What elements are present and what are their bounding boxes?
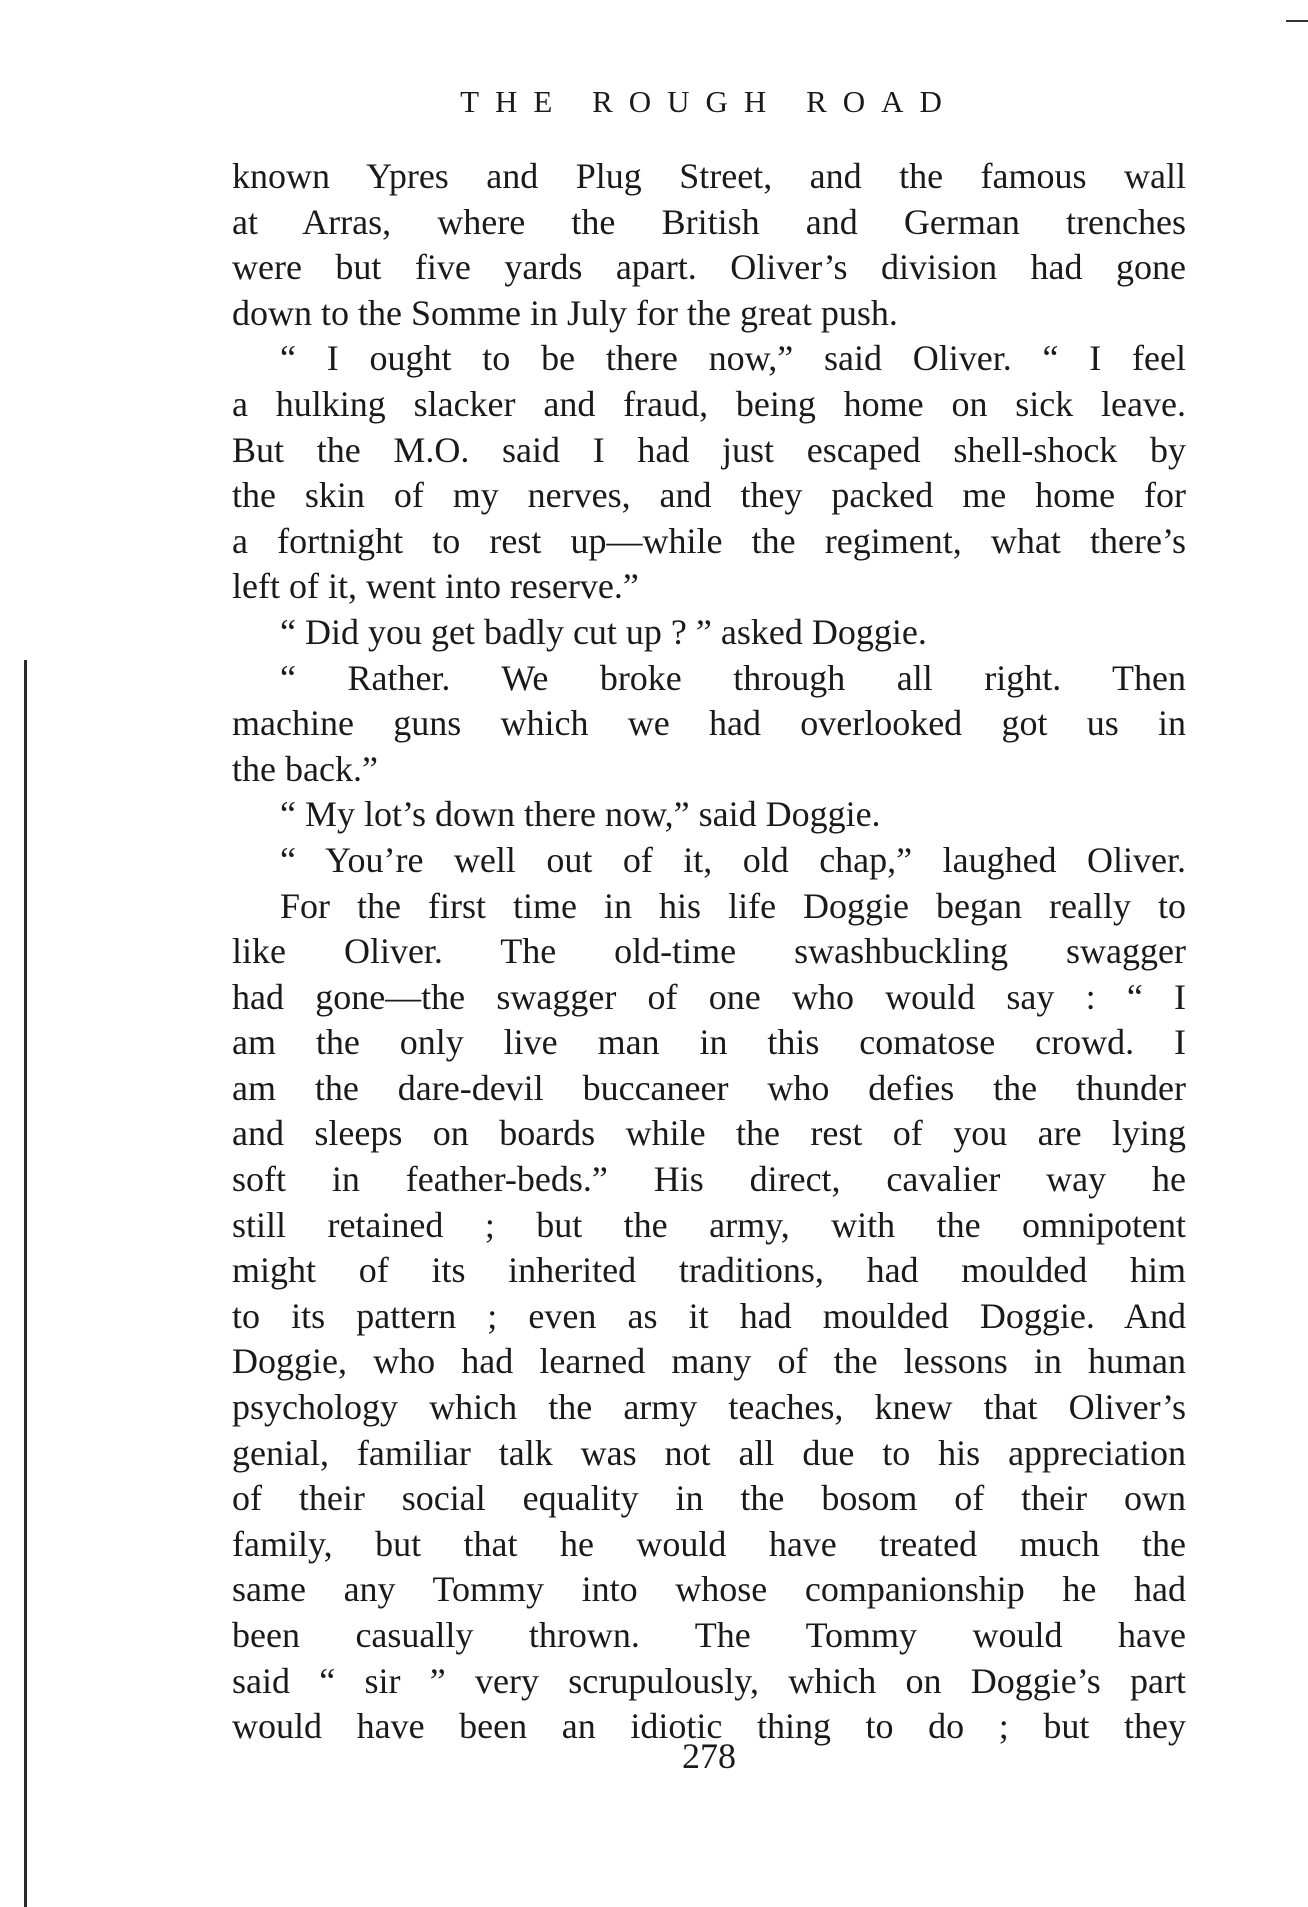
text-line: of their social equality in the bosom of their own <box>232 1478 1186 1519</box>
text-line: to its pattern ; even as it had moulded Doggie. And <box>232 1295 1186 1336</box>
text-line: been casually thrown. The Tommy would have <box>232 1615 1186 1655</box>
text-line: a hulking slacker and fraud, being home on sick leave. <box>232 383 1186 424</box>
text-line: For the first time in his life Doggie began really to <box>280 885 1186 926</box>
text-line: were but five yards apart. Oliver’s division had gone <box>232 247 1186 288</box>
text-line: down to the Somme in July for the great push. <box>232 292 898 333</box>
text-line: machine guns which we had overlooked got us in <box>232 703 1186 744</box>
running-head: THE ROUGH ROAD <box>460 84 958 119</box>
scan-edge-mark <box>1286 20 1308 22</box>
text-line: soft in feather-beds.” His direct, cavalier way he <box>232 1159 1186 1200</box>
text-line: “ My lot’s down there now,” said Doggie. <box>280 794 881 835</box>
text-line: Doggie, who had learned many of the lessons in human <box>232 1341 1186 1382</box>
text-line: “ Rather. We broke through all right. Then <box>280 657 1186 698</box>
text-line: would have been an idiotic thing to do ; but they <box>232 1706 1186 1747</box>
text-line: am the dare-devil buccaneer who defies the thunder <box>232 1067 1186 1108</box>
text-line: like Oliver. The old-time swashbuckling swagger <box>232 931 1186 972</box>
text-line: still retained ; but the army, with the omnipotent <box>232 1204 1186 1245</box>
text-line: left of it, went into reserve.” <box>232 566 639 607</box>
body-text <box>232 154 1186 1750</box>
text-line: at Arras, where the British and German trenches <box>232 201 1186 242</box>
text-line: a fortnight to rest up—while the regiment, what there’s <box>232 520 1186 561</box>
page-number: 278 <box>682 1736 736 1776</box>
text-line: the back.” <box>232 748 378 789</box>
text-line: “ Did you get badly cut up ? ” asked Doggie. <box>280 611 927 652</box>
text-line: But the M.O. said I had just escaped shell-shock by <box>232 429 1186 470</box>
text-line: psychology which the army teaches, knew that Oliver’s <box>232 1387 1186 1428</box>
text-line: am the only live man in this comatose crowd. I <box>232 1022 1186 1063</box>
text-line: “ You’re well out of it, old chap,” laughed Oliver. <box>280 839 1186 880</box>
text-line: said “ sir ” very scrupulously, which on Doggie’s part <box>232 1660 1186 1701</box>
text-line: had gone—the swagger of one who would say : “ I <box>232 976 1186 1017</box>
text-line: and sleeps on boards while the rest of you are lying <box>232 1113 1186 1154</box>
text-line: known Ypres and Plug Street, and the famous wall <box>232 156 1186 196</box>
text-line: family, but that he would have treated much the <box>232 1523 1186 1564</box>
text-line: same any Tommy into whose companionship he had <box>232 1569 1186 1610</box>
text-line: “ I ought to be there now,” said Oliver. “ I feel <box>280 338 1186 379</box>
text-line: genial, familiar talk was not all due to his appreciation <box>232 1432 1186 1473</box>
text-line: might of its inherited traditions, had moulded him <box>232 1250 1186 1291</box>
text-line: the skin of my nerves, and they packed me home for <box>232 475 1186 516</box>
page-gutter-rule <box>24 660 27 1907</box>
